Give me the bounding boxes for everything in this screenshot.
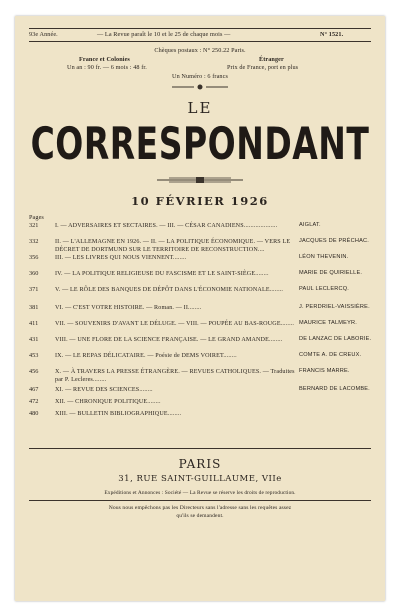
- toc-entry-title: VI. — C'EST VOTRE HISTOIRE. — Roman. — II........: [55, 305, 202, 311]
- schedule-text: — La Revue paraît le 10 et le 25 de chaque mois —: [97, 31, 231, 38]
- toc-entry: [29, 368, 371, 383]
- etranger-prices: Prix de France, port en plus: [227, 64, 299, 71]
- footer-city: PARIS: [178, 457, 222, 471]
- toc-entry-title: IV. — LA POLITIQUE RELIGIEUSE DU FASCISME ET LE SAINT-SIÈGE........: [55, 271, 269, 277]
- toc-entry-title: V. — LE RÔLE DES BANQUES DE DÉPÔT DANS L'ÉCONOMIE NATIONALE........: [55, 287, 284, 293]
- toc-entry-author: MAURICE TALMEYR.: [299, 320, 358, 326]
- toc-entry-page: 453: [29, 352, 39, 359]
- toc-entry-author: FRANCIS MARRE.: [299, 368, 350, 374]
- toc-entry-author: DE LANZAC DE LABORIE.: [299, 336, 372, 342]
- toc-entry: [29, 286, 371, 296]
- footer-disclaimer-1: Nous nous empêchons pas les Directeurs sans l'adresse sans les requêtes assez: [108, 505, 292, 511]
- toc-entry: [29, 320, 371, 330]
- toc-entry-page: 472: [29, 398, 39, 405]
- magazine-cover: [15, 16, 385, 601]
- toc-entry-author: LÉON THEVENIN.: [299, 254, 349, 260]
- ornament-masthead: [157, 176, 243, 184]
- toc-entry-title: VIII. — UNE FLORE DE LA SCIENCE FRANÇAISE. — LE GRAND AMANDE........: [55, 337, 283, 343]
- toc-entry-title: XII. — CHRONIQUE POLITIQUE........: [55, 399, 161, 405]
- toc-entry-author: MARIE DE QUIRIELLE.: [299, 270, 363, 276]
- single-issue-price: Un Numéro : 6 francs: [172, 73, 228, 80]
- toc-entry-author: PAUL LECLERCQ.: [299, 286, 350, 292]
- masthead-le: LE: [187, 99, 213, 117]
- france-prices: Un an : 90 fr. — 6 mois : 48 fr.: [67, 64, 147, 71]
- ornament-top: [172, 83, 228, 91]
- toc-entry: [29, 398, 371, 408]
- toc-entry-page: 431: [29, 336, 39, 343]
- toc-entry: [29, 336, 371, 346]
- toc-entry-page: 381: [29, 304, 39, 311]
- toc-entry: [29, 222, 371, 232]
- toc-entry-page: 356: [29, 254, 39, 261]
- postal-account: Chèques postaux : N° 250.22 Paris.: [154, 47, 246, 54]
- toc-entry: [29, 352, 371, 362]
- toc-entry-title: X. — À TRAVERS LA PRESSE ÉTRANGÈRE. — REVUES CATHOLIQUES. — Traduites par P. Lecleres........: [55, 369, 295, 383]
- footer-note: Expéditions et Annonces : Société — La Revue se réserve les droits de reproduction.: [104, 490, 296, 496]
- toc-entry: [29, 254, 371, 264]
- top-rule: [29, 28, 371, 29]
- toc-entry-title: VII. — SOUVENIRS D'AVANT LE DÉLUGE. — VIII. — POUPÉE AU BAS-ROUGE........: [55, 321, 295, 327]
- toc-entry-author: COMTE A. DE CREUX.: [299, 352, 362, 358]
- france-label: France et Colonies: [79, 56, 130, 63]
- toc-entry-page: 321: [29, 222, 39, 229]
- etranger-label: Étranger: [259, 56, 284, 63]
- toc-entry-author: AIGLAT.: [299, 222, 321, 228]
- toc-entry-title: II. — L'ALLEMAGNE EN 1926. — II. — LA POLITIQUE ÉCONOMIQUE. — VERS LE DÉCRET DE DORTMUND SUR LE TERRITOIRE DE RECONSTRUCTION....: [55, 239, 291, 253]
- toc-entry: [29, 270, 371, 280]
- toc-entry-page: 411: [29, 320, 39, 327]
- header-rule: [29, 41, 371, 42]
- year-label: 93e Année.: [29, 31, 58, 38]
- toc-entry-page: 456: [29, 368, 39, 375]
- toc-entry-author: BERNARD DE LACOMBE.: [299, 386, 370, 392]
- toc-entry-title: I. — ADVERSAIRES ET SECTAIRES. — III. — CÉSAR CANADIENS....................: [55, 223, 278, 229]
- toc-entry: [29, 238, 371, 253]
- toc-entry-title: XIII. — BULLETIN BIBLIOGRAPHIQUE........: [55, 411, 182, 417]
- toc-entry: [29, 304, 371, 314]
- footer-rule-bottom: [29, 500, 371, 501]
- toc-entry-title: IX. — LE REPAS DÉLICATAIRE. — Poésie de DEMS VOIRET........: [55, 353, 237, 359]
- masthead-title: CORRESPONDANT: [30, 117, 370, 170]
- issue-number: N° 1521.: [320, 31, 344, 38]
- toc-entry: [29, 386, 371, 396]
- toc-entry-page: 360: [29, 270, 39, 277]
- toc-entry-page: 467: [29, 386, 39, 393]
- toc-entry-title: XI. — REVUE DES SCIENCES........: [55, 387, 153, 393]
- toc-entry-author: J. PERDRIEL-VAISSIÈRE.: [299, 304, 370, 310]
- toc-entry-author: JACQUES DE PRÉCHAC.: [299, 238, 370, 244]
- toc-entry-title: III. — LES LIVRES QUI NOUS VIENNENT........: [55, 255, 187, 261]
- toc-pages-label: Pages: [29, 214, 44, 221]
- toc-entry-page: 332: [29, 238, 39, 245]
- issue-date: 10 FÉVRIER 1926: [131, 194, 269, 208]
- toc-entry: [29, 410, 371, 420]
- footer-rule-top: [29, 448, 371, 449]
- toc-entry-page: 371: [29, 286, 39, 293]
- footer-address: 31, RUE SAINT-GUILLAUME, VIIe: [118, 474, 282, 484]
- toc-entry-page: 480: [29, 410, 39, 417]
- footer-disclaimer-2: qu'ils se demandent.: [176, 513, 224, 519]
